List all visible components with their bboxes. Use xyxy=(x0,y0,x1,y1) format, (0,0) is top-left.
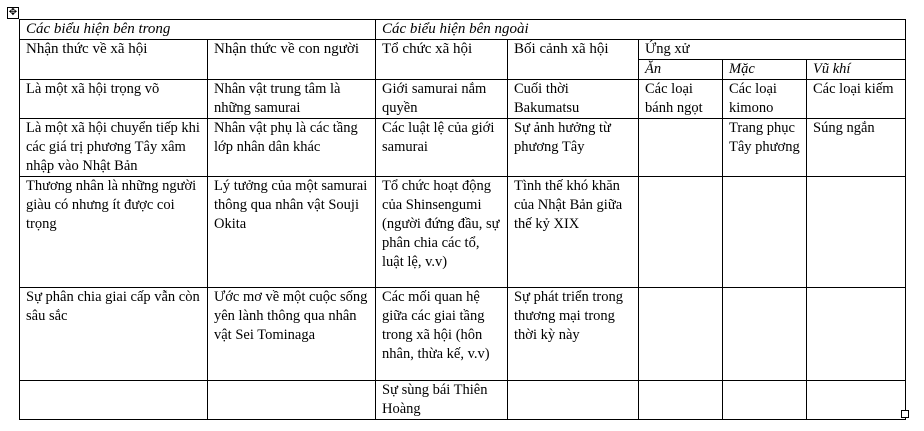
column-header-weapons: Vũ khí xyxy=(807,60,906,80)
table-cell[interactable]: Nhân vật trung tâm là những samurai xyxy=(208,80,376,119)
table-cell[interactable]: Tình thế khó khăn của Nhật Bản giữa thế kỷ XIX xyxy=(508,177,639,288)
table-row xyxy=(20,119,906,177)
table-cell[interactable] xyxy=(208,381,376,420)
table-cell[interactable] xyxy=(807,288,906,381)
table-cell[interactable]: Thương nhân là những người giàu có nhưng ít được coi trọng xyxy=(20,177,208,288)
table-cell[interactable] xyxy=(807,381,906,420)
table-cell[interactable]: Các loại bánh ngọt xyxy=(639,80,723,119)
table-cell[interactable] xyxy=(723,381,807,420)
table-row xyxy=(20,177,906,288)
table-cell[interactable]: Các mối quan hệ giữa các giai tầng trong xã hội (hôn nhân, thừa kế, v.v) xyxy=(376,288,508,381)
table-cell[interactable]: Các loại kiếm xyxy=(807,80,906,119)
column-header-behavior: Ứng xử xyxy=(639,40,906,60)
group-header-outer: Các biểu hiện bên ngoài xyxy=(376,20,906,40)
table-cell[interactable]: Là một xã hội trọng võ xyxy=(20,80,208,119)
table-move-handle-icon[interactable]: ✥ xyxy=(8,7,18,18)
table-cell[interactable]: Súng ngắn xyxy=(807,119,906,177)
table-cell[interactable]: Sự ảnh hưởng từ phương Tây xyxy=(508,119,639,177)
table-cell[interactable]: Sự sùng bái Thiên Hoàng xyxy=(376,381,508,420)
column-header-human-perception: Nhận thức về con người xyxy=(208,40,376,80)
table-cell[interactable]: Sự phân chia giai cấp vẫn còn sâu sắc xyxy=(20,288,208,381)
document-table xyxy=(19,19,906,420)
table-row xyxy=(20,288,906,381)
table-resize-handle[interactable] xyxy=(901,410,909,418)
table-cell[interactable] xyxy=(639,288,723,381)
column-header-wear: Mặc xyxy=(723,60,807,80)
column-header-social-context: Bối cảnh xã hội xyxy=(508,40,639,80)
table-cell[interactable]: Sự phát triển trong thương mại trong thời kỳ này xyxy=(508,288,639,381)
table-cell[interactable]: Trang phục Tây phương xyxy=(723,119,807,177)
table-cell[interactable]: Lý tưởng của một samurai thông qua nhân vật Souji Okita xyxy=(208,177,376,288)
table-row xyxy=(20,80,906,119)
table-cell[interactable]: Các loại kimono xyxy=(723,80,807,119)
column-header-eat: Ăn xyxy=(639,60,723,80)
column-header-social-perception: Nhận thức về xã hội xyxy=(20,40,208,80)
table-cell[interactable] xyxy=(723,177,807,288)
group-header-inner: Các biểu hiện bên trong xyxy=(20,20,376,40)
table-cell[interactable]: Là một xã hội chuyển tiếp khi các giá trị phương Tây xâm nhập vào Nhật Bản xyxy=(20,119,208,177)
table-cell[interactable] xyxy=(508,381,639,420)
table-row xyxy=(20,381,906,420)
table-cell[interactable] xyxy=(639,381,723,420)
table-cell[interactable] xyxy=(807,177,906,288)
table-cell[interactable] xyxy=(639,119,723,177)
table-cell[interactable]: Nhân vật phụ là các tầng lớp nhân dân khác xyxy=(208,119,376,177)
table-cell[interactable]: Tổ chức hoạt động của Shinsengumi (người đứng đầu, sự phân chia các tổ, luật lệ, v.v) xyxy=(376,177,508,288)
table-cell[interactable] xyxy=(723,288,807,381)
column-header-social-organization: Tổ chức xã hội xyxy=(376,40,508,80)
table-cell[interactable]: Giới samurai nắm quyền xyxy=(376,80,508,119)
table-cell[interactable]: Các luật lệ của giới samurai xyxy=(376,119,508,177)
table-cell[interactable]: Ước mơ về một cuộc sống yên lành thông qua nhân vật Sei Tominaga xyxy=(208,288,376,381)
table-cell[interactable] xyxy=(20,381,208,420)
table-cell[interactable]: Cuối thời Bakumatsu xyxy=(508,80,639,119)
table-cell[interactable] xyxy=(639,177,723,288)
